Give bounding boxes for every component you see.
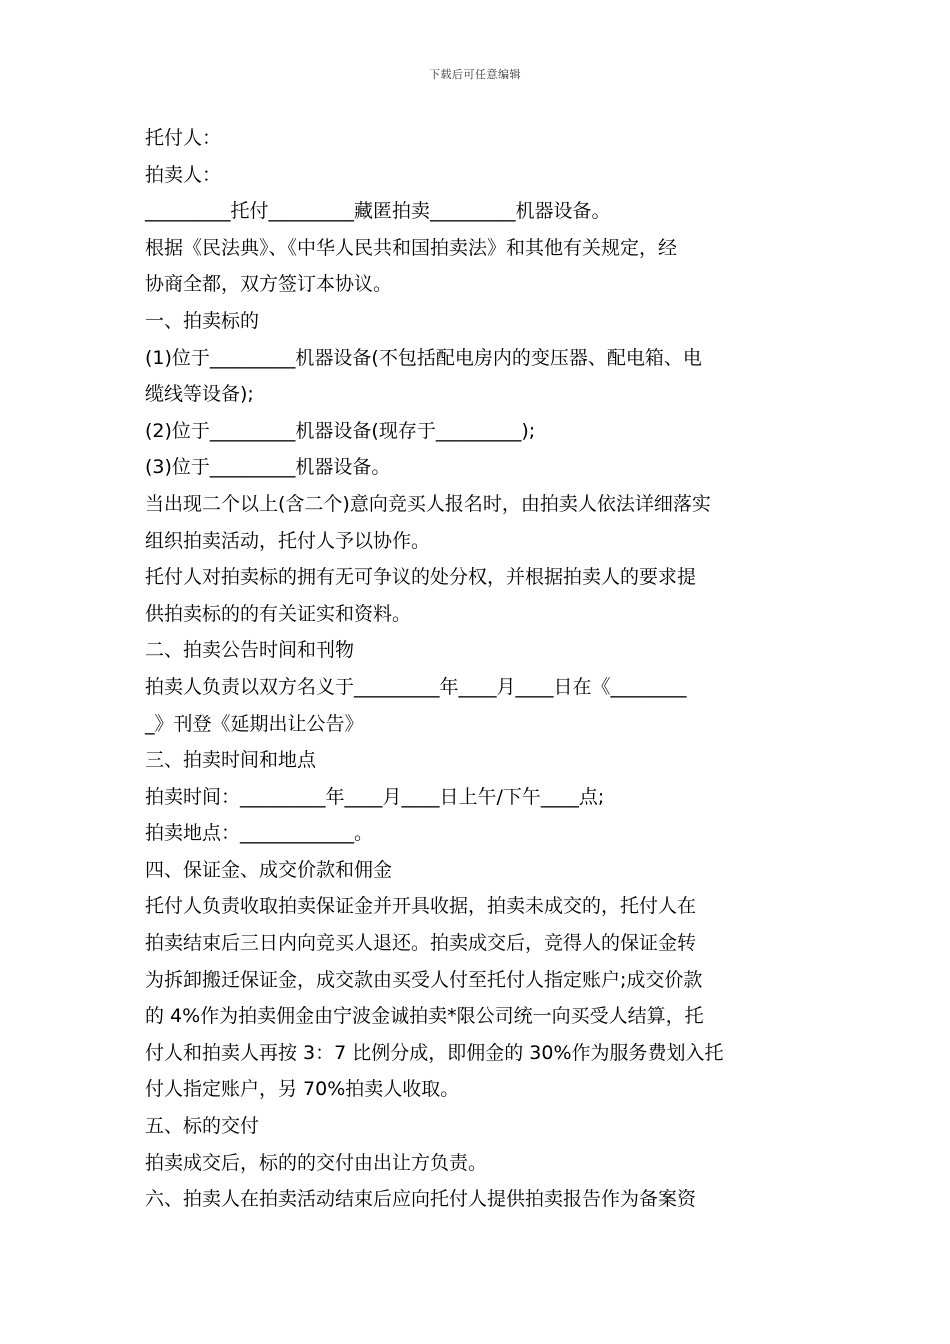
text-line: 托付人：: [145, 127, 222, 149]
text-line: 组织拍卖活动，托付人予以协作。: [145, 529, 431, 552]
section-heading: 五、标的交付: [145, 1115, 260, 1138]
page-header: 下载后可任意编辑: [429, 68, 521, 81]
text-line: 的 4%作为拍卖佣金由宁波金诚拍卖*限公司统一向买受人结算，托: [145, 1005, 704, 1028]
text-line: 拍卖时间：_________年____月____日上午/下午____点;: [145, 785, 605, 808]
text-line: 拍卖地点：____________。: [145, 822, 374, 845]
text-line: 拍卖成交后，标的的交付由出让方负责。: [145, 1151, 488, 1174]
section-heading: 三、拍卖时间和地点: [145, 749, 317, 772]
document-body: [145, 120, 807, 1218]
section-heading: 六、拍卖人在拍卖活动结束后应向托付人提供拍卖报告作为备案资: [145, 1188, 697, 1211]
text-line: (1)位于_________机器设备(不包括配电房内的变压器、配电箱、电: [145, 346, 702, 369]
text-line: 缆线等设备);: [145, 383, 254, 406]
text-line: (3)位于_________机器设备。: [145, 456, 391, 479]
text-line: 供拍卖标的的有关证实和资料。: [145, 602, 412, 625]
text-line: 拍卖人：: [145, 163, 222, 186]
text-line: 托付人对拍卖标的拥有无可争议的处分权，并根据拍卖人的要求提: [145, 566, 697, 589]
text-line: 拍卖结束后三日内向竞买人退还。拍卖成交后，竞得人的保证金转: [145, 932, 697, 955]
text-line: 协商全都，双方签订本协议。: [145, 273, 393, 296]
text-line: 根据《民法典》、《中华人民共和国拍卖法》和其他有关规定，经: [145, 236, 678, 259]
text-line: (2)位于_________机器设备(现存于_________);: [145, 419, 536, 442]
text-line: 当出现二个以上(含二个)意向竞买人报名时，由拍卖人依法详细落实: [145, 492, 711, 515]
text-line: 为拆卸搬迁保证金，成交款由买受人付至托付人指定账户;成交价款: [145, 968, 703, 991]
text-line: 托付人负责收取拍卖保证金并开具收据，拍卖未成交的，托付人在: [145, 895, 697, 918]
text-line: 付人指定账户，另 70%拍卖人收取。: [145, 1078, 460, 1101]
section-heading: 一、拍卖标的: [145, 309, 260, 332]
text-line: 拍卖人负责以双方名义于_________年____月____日在《________: [145, 675, 687, 698]
text-line: _________托付_________藏匿拍卖_________机器设备。: [145, 200, 611, 223]
section-heading: 四、保证金、成交价款和佣金: [145, 858, 393, 881]
section-heading: 二、拍卖公告时间和刊物: [145, 639, 355, 662]
text-line: _》刊登《延期出让公告》: [145, 712, 364, 735]
text-line: 付人和拍卖人再按 3：7 比例分成，即佣金的 30%作为服务费划入托: [145, 1041, 724, 1064]
